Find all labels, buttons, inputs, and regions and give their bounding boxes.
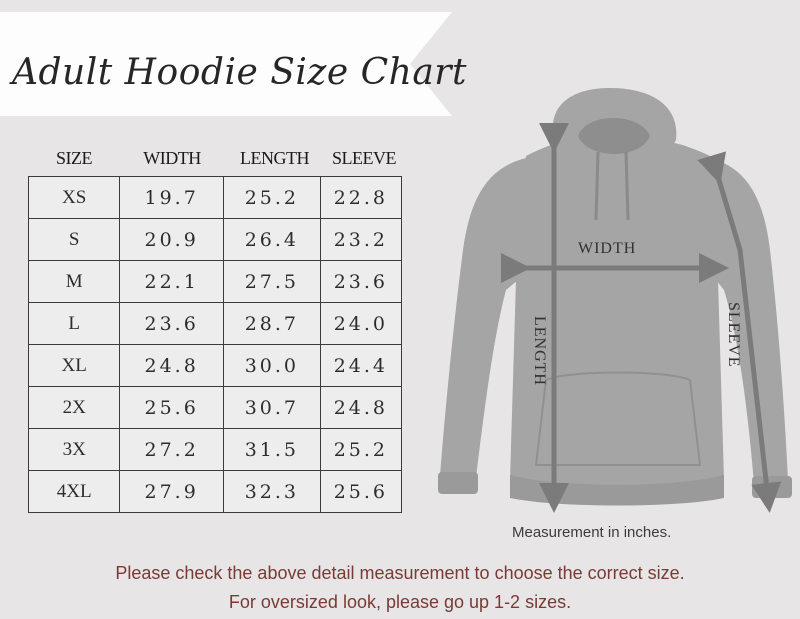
hoodie-diagram [418,80,798,520]
size-cell: M [29,261,120,303]
table-row [29,303,402,345]
width-cell: 24.8 [120,345,224,387]
sleeve-cell: 25.6 [320,471,401,513]
table-headers [28,148,408,172]
length-cell: 28.7 [223,303,320,345]
sleeve-cell: 24.8 [320,387,401,429]
sleeve-cell: 24.4 [320,345,401,387]
page-title: Adult Hoodie Size Chart [12,52,467,93]
title-banner [0,12,467,116]
size-cell: 2X [29,387,120,429]
measurement-note: Measurement in inches. [512,524,672,541]
table-row [29,345,402,387]
table-row [29,471,402,513]
table-row [29,219,402,261]
length-cell: 25.2 [223,177,320,219]
table-row [29,387,402,429]
length-cell: 32.3 [223,471,320,513]
table-row [29,261,402,303]
width-label: WIDTH [578,240,637,257]
width-cell: 27.2 [120,429,224,471]
length-cell: 30.0 [223,345,320,387]
width-cell: 19.7 [120,177,224,219]
size-cell: L [29,303,120,345]
sleeve-cell: 23.6 [320,261,401,303]
footer-line-2: For oversized look, please go up 1-2 sizes. [228,592,572,612]
header-length: LENGTH [240,148,309,168]
length-cell: 30.7 [223,387,320,429]
size-cell: 3X [29,429,120,471]
table-row [29,177,402,219]
sleeve-cell: 23.2 [320,219,401,261]
size-cell: XL [29,345,120,387]
hoodie-shape [438,88,792,506]
sleeve-cell: 24.0 [320,303,401,345]
size-cell: S [29,219,120,261]
width-cell: 20.9 [120,219,224,261]
hoodie-illustration [418,80,798,520]
sleeve-cell: 25.2 [320,429,401,471]
footer-line-1: Please check the above detail measurement to choose the correct size. [115,563,685,583]
table-row [29,429,402,471]
width-cell: 23.6 [120,303,224,345]
length-cell: 26.4 [223,219,320,261]
sleeve-cell: 22.8 [320,177,401,219]
width-cell: 27.9 [120,471,224,513]
length-cell: 31.5 [223,429,320,471]
width-cell: 25.6 [120,387,224,429]
width-cell: 22.1 [120,261,224,303]
size-cell: 4XL [29,471,120,513]
header-sleeve: SLEEVE [332,148,396,168]
sleeve-label: SLEEVE [725,302,742,368]
length-label: LENGTH [531,316,548,386]
length-cell: 27.5 [223,261,320,303]
header-width: WIDTH [143,148,201,168]
size-cell: XS [29,177,120,219]
header-size: SIZE [56,148,92,168]
size-table [28,176,402,513]
